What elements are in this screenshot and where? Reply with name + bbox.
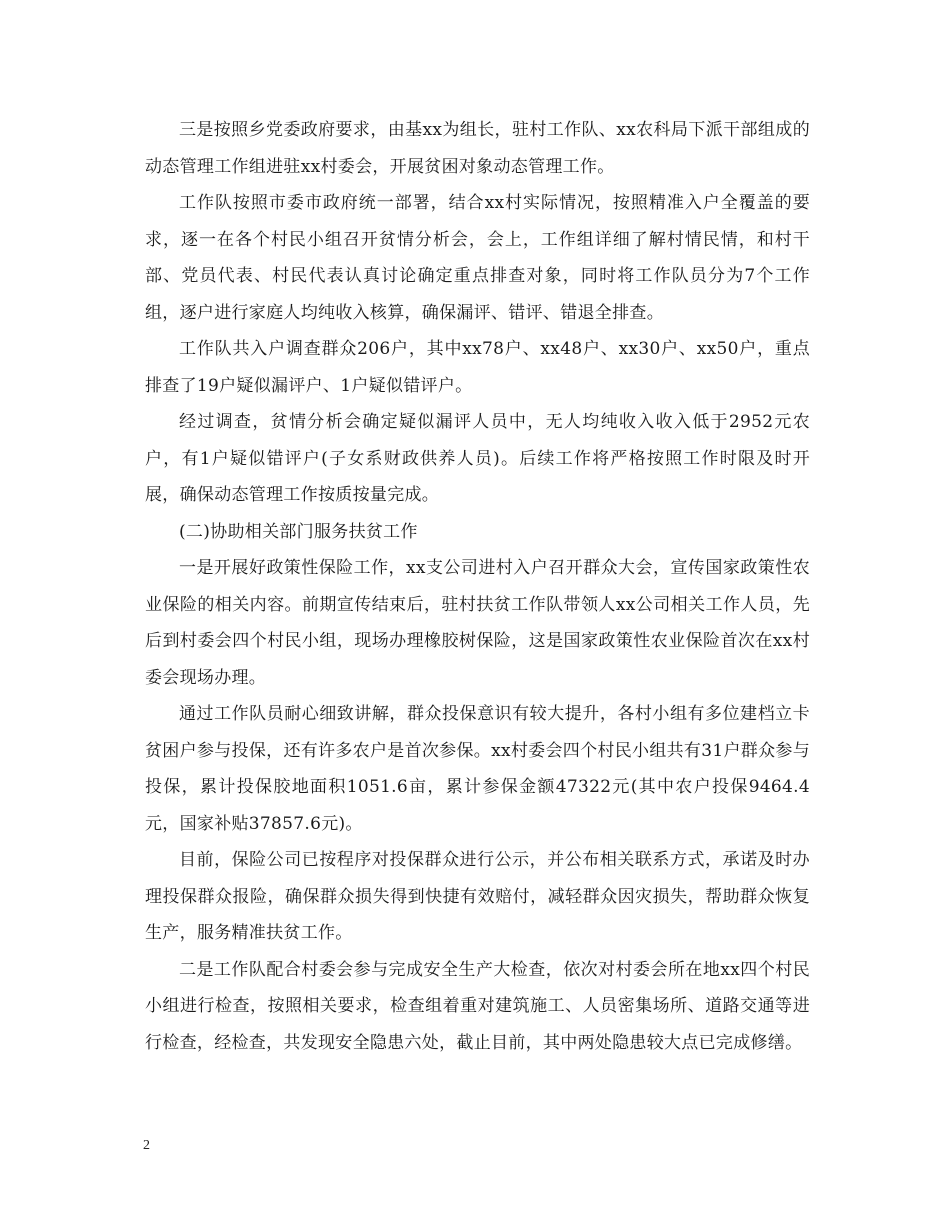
document-body <box>145 112 810 1061</box>
paragraph-4: 经过调查，贫情分析会确定疑似漏评人员中，无人均纯收入收入低于2952元农户，有1户疑似错评户(子女系财政供养人员)。后续工作将严格按照工作时限及时开展，确保动态管理工作按质按量完成。 <box>145 412 810 505</box>
paragraph-3: 工作队共入户调查群众206户，其中xx78户、xx48户、xx30户、xx50户，重点排查了19户疑似漏评户、1户疑似错评户。 <box>145 339 810 396</box>
paragraph-7: 目前，保险公司已按程序对投保群众进行公示，并公布相关联系方式，承诺及时办理投保群众报险，确保群众损失得到快捷有效赔付，减轻群众因灾损失，帮助群众恢复生产，服务精准扶贫工作。 <box>145 850 810 943</box>
section-heading: (二)协助相关部门服务扶贫工作 <box>179 521 418 542</box>
page-number: 2 <box>143 1138 150 1153</box>
paragraph-8: 二是工作队配合村委会参与完成安全生产大检查，依次对村委会所在地xx四个村民小组进行检查，按照相关要求，检查组着重对建筑施工、人员密集场所、道路交通等进行检查，经检查，共发现安全隐患六处，截止目前，其中两处隐患较大点已完成修缮。 <box>145 959 810 1053</box>
paragraph-6: 通过工作队员耐心细致讲解，群众投保意识有较大提升，各村小组有多位建档立卡贫困户参与投保，还有许多农户是首次参保。xx村委会四个村民小组共有31户群众参与投保，累计投保胶地面积1051.6亩，累计参保金额47322元(其中农户投保9464.4元，国家补贴37857.6元)。 <box>145 704 810 834</box>
paragraph-2: 工作队按照市委市政府统一部署，结合xx村实际情况，按照精准入户全覆盖的要求，逐一在各个村民小组召开贫情分析会，会上，工作组详细了解村情民情，和村干部、党员代表、村民代表认真讨论确定重点排查对象，同时将工作队员分为7个工作组，逐户进行家庭人均纯收入核算，确保漏评、错评、错退全排查。 <box>145 193 810 323</box>
paragraph-1: 三是按照乡党委政府要求，由基xx为组长，驻村工作队、xx农科局下派干部组成的动态管理工作组进驻xx村委会，开展贫困对象动态管理工作。 <box>145 120 810 177</box>
paragraph-5: 一是开展好政策性保险工作，xx支公司进村入户召开群众大会，宣传国家政策性农业保险的相关内容。前期宣传结束后，驻村扶贫工作队带领人xx公司相关工作人员，先后到村委会四个村民小组，现场办理橡胶树保险，这是国家政策性农业保险首次在xx村委会现场办理。 <box>145 558 810 688</box>
